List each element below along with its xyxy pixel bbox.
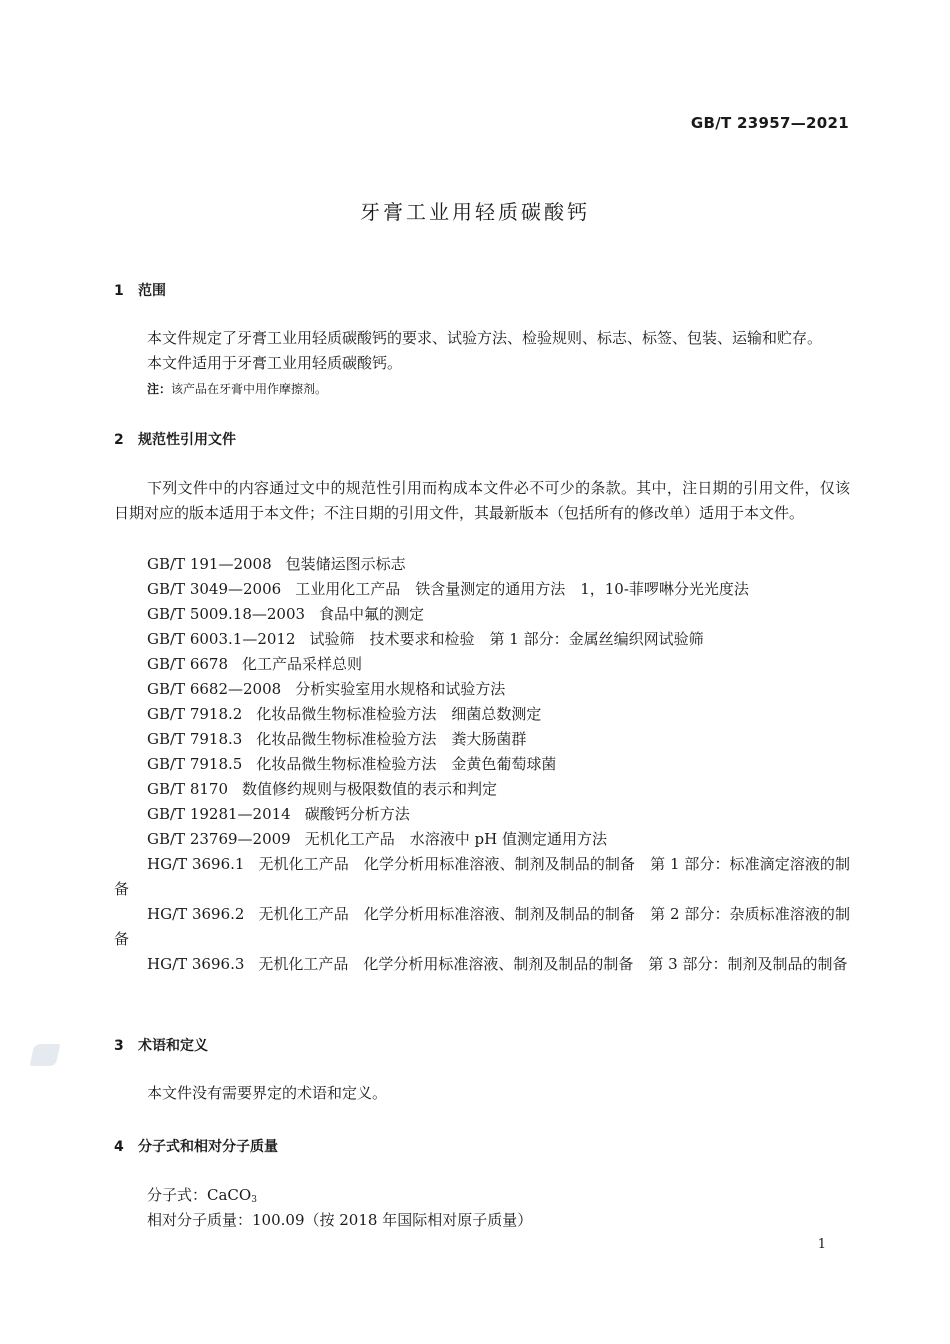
reference-item xyxy=(114,802,850,827)
reference-title: 无机化工产品 水溶液中 pH 值测定通用方法 xyxy=(304,830,607,848)
section-1-heading xyxy=(114,280,166,300)
reference-code: GB/T 5009.18—2003 xyxy=(147,605,306,623)
section-2-number: 2 xyxy=(114,432,124,448)
reference-code: GB/T 23769—2009 xyxy=(147,830,291,848)
reference-title: 分析实验室用水规格和试验方法 xyxy=(295,680,506,698)
reference-item xyxy=(114,577,850,602)
section-1-title: 范围 xyxy=(138,283,166,299)
section-3-title: 术语和定义 xyxy=(138,1038,208,1054)
reference-code: GB/T 3049—2006 xyxy=(147,580,282,598)
reference-title: 食品中氟的测定 xyxy=(319,605,425,623)
reference-code: GB/T 7918.5 xyxy=(147,755,243,773)
section-4-title: 分子式和相对分子质量 xyxy=(138,1139,278,1155)
reference-code: GB/T 6678 xyxy=(147,655,229,673)
reference-title: 无机化工产品 化学分析用标准溶液、制剂及制品的制备 第 1 部分：标准滴定溶液的制备 xyxy=(114,855,850,898)
reference-item xyxy=(114,827,850,852)
reference-title: 化妆品微生物标准检验方法 细菌总数测定 xyxy=(256,705,542,723)
reference-item xyxy=(114,902,850,952)
reference-code: GB/T 191—2008 xyxy=(147,555,272,573)
reference-code: GB/T 19281—2014 xyxy=(147,805,291,823)
reference-title: 碳酸钙分析方法 xyxy=(304,805,410,823)
reference-code: GB/T 6682—2008 xyxy=(147,680,282,698)
scope-paragraph-2: 本文件适用于牙膏工业用轻质碳酸钙。 xyxy=(147,354,403,372)
reference-item xyxy=(114,552,850,577)
reference-title: 工业用化工产品 铁含量测定的通用方法 1，10-菲啰啉分光光度法 xyxy=(295,580,749,598)
section-3-heading xyxy=(114,1035,208,1055)
reference-title: 数值修约规则与极限数值的表示和判定 xyxy=(242,780,498,798)
reference-title: 化妆品微生物标准检验方法 金黄色葡萄球菌 xyxy=(256,755,557,773)
reference-item xyxy=(114,952,850,977)
relative-molecular-mass: 相对分子质量：100.09（按 2018 年国际相对原子质量） xyxy=(147,1211,533,1229)
reference-item xyxy=(114,702,850,727)
note-label: 注： xyxy=(147,382,172,396)
reference-code: GB/T 6003.1—2012 xyxy=(147,630,296,648)
reference-title: 试验筛 技术要求和检验 第 1 部分：金属丝编织网试验筛 xyxy=(309,630,704,648)
document-title: 牙膏工业用轻质碳酸钙 xyxy=(360,200,590,224)
reference-item xyxy=(114,852,850,902)
reference-code: GB/T 8170 xyxy=(147,780,229,798)
reference-item xyxy=(114,777,850,802)
reference-code: GB/T 7918.3 xyxy=(147,730,243,748)
reference-item xyxy=(114,627,850,652)
section-4-number: 4 xyxy=(114,1139,124,1155)
reference-code: HG/T 3696.1 xyxy=(147,855,245,873)
section-2-title: 规范性引用文件 xyxy=(138,432,236,448)
reference-title: 化工产品采样总则 xyxy=(242,655,363,673)
reference-item xyxy=(114,652,850,677)
reference-code: GB/T 7918.2 xyxy=(147,705,243,723)
reference-title: 无机化工产品 化学分析用标准溶液、制剂及制品的制备 第 3 部分：制剂及制品的制备 xyxy=(258,955,848,973)
formula-label: 分子式： xyxy=(147,1186,208,1204)
reference-item xyxy=(114,602,850,627)
reference-list xyxy=(114,552,850,977)
standard-code: GB/T 23957—2021 xyxy=(690,114,849,132)
reference-item xyxy=(114,752,850,777)
section-1-number: 1 xyxy=(114,283,124,299)
formula-main: CaCO xyxy=(207,1186,252,1204)
section-3-number: 3 xyxy=(114,1038,124,1054)
terms-paragraph: 本文件没有需要界定的术语和定义。 xyxy=(147,1084,388,1102)
reference-item xyxy=(114,727,850,752)
note-text: 该产品在牙膏中用作摩擦剂。 xyxy=(171,382,328,396)
reference-code: HG/T 3696.3 xyxy=(147,955,245,973)
reference-title: 包装储运图示标志 xyxy=(285,555,406,573)
reference-item xyxy=(114,677,850,702)
formula-subscript: 3 xyxy=(251,1195,257,1205)
reference-title: 无机化工产品 化学分析用标准溶液、制剂及制品的制备 第 2 部分：杂质标准溶液的制备 xyxy=(114,905,850,948)
page-number: 1 xyxy=(817,1237,826,1252)
reference-code: HG/T 3696.2 xyxy=(147,905,245,923)
scope-paragraph-1: 本文件规定了牙膏工业用轻质碳酸钙的要求、试验方法、检验规则、标志、标签、包装、运输和贮存。 xyxy=(147,329,823,347)
reference-title: 化妆品微生物标准检验方法 粪大肠菌群 xyxy=(256,730,527,748)
scope-note xyxy=(147,380,327,397)
section-4-heading xyxy=(114,1136,278,1156)
normative-intro: 下列文件中的内容通过文中的规范性引用而构成本文件必不可少的条款。其中，注日期的引用文件，仅该日期对应的版本适用于本文件；不注日期的引用文件，其最新版本（包括所有的修改单）适用于本文件。 xyxy=(114,479,850,522)
watermark-logo-icon xyxy=(30,1044,61,1066)
section-2-heading xyxy=(114,429,236,449)
